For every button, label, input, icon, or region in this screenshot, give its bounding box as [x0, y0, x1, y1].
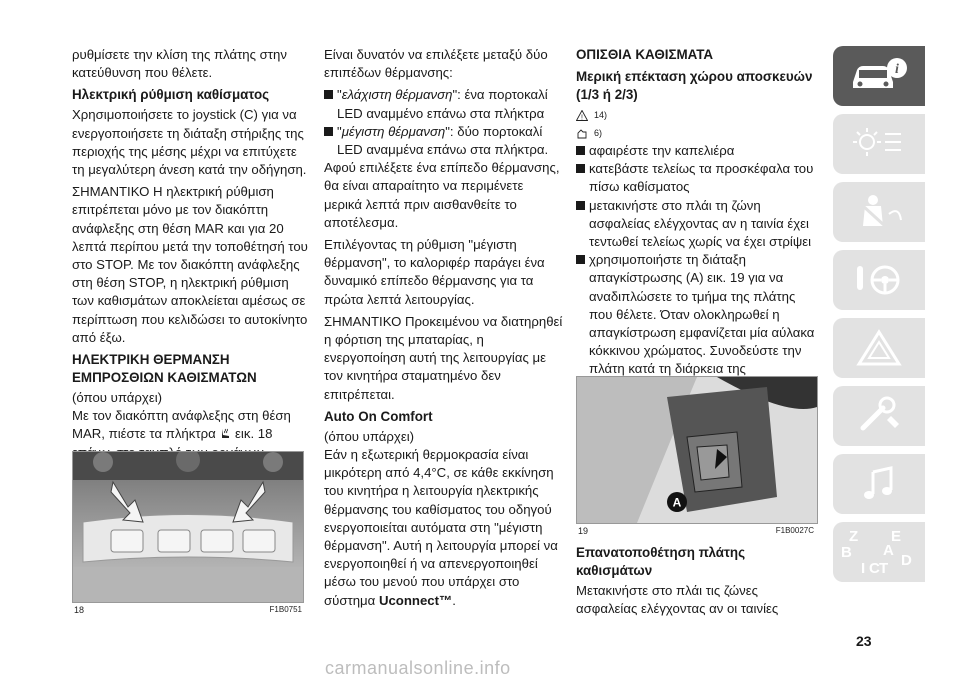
column-3: [576, 46, 816, 397]
paragraph: Είναι δυνατόν να επιλέξετε μεταξύ δύο επιπέδων θέρμανσης:: [324, 47, 548, 81]
paragraph: Χρησιμοποιήσετε το joystick (C) για να ενεργοποιήσετε τη διάταξη στήριξης της περιοχής της μέσης μέχρι να επιτύχετε τη μεγαλύτερη άνεση κατά την οδήγηση.: [72, 107, 307, 178]
seatbelt-icon: [851, 192, 907, 232]
tab-safety[interactable]: [833, 182, 925, 242]
figure-code: F1B0027C: [775, 526, 814, 535]
emphasis: μέγιστη θέρμανση: [341, 123, 446, 139]
seat-heater-icon: [219, 426, 231, 437]
paragraph: Αφού επιλέξετε ένα επίπεδο θέρμανσης, θα είναι απαραίτητο να περιμένετε μερικά λεπτά πριν αισθανθείτε το αποτέλεσμα.: [324, 160, 560, 230]
figure-19-image: [576, 376, 818, 524]
figure-number: 18: [74, 605, 85, 615]
index-letter: T: [879, 560, 889, 577]
column-2: [324, 46, 564, 614]
tab-index[interactable]: [833, 522, 925, 582]
emergency-triangle-icon: [851, 328, 907, 368]
bullet-item: χρησιμοποιήστε τη διάταξη απαγκίστρωσης (A) εικ. 19 για να αναδιπλώσετε το τμήμα της πλάτης που θέλετε. Όταν ολοκληρωθεί η απαγκίστρωση εμφανίζεται μία αύλακα κόκκινου χρώματος. Συνοδεύστε την πλάτη κατά τη διάρκεια της: [576, 251, 816, 397]
index-letter: A: [883, 542, 894, 559]
bullet-square-icon: [324, 90, 333, 99]
wrench-icon: [851, 396, 907, 436]
emphasis: ελάχιστη θέρμανση: [341, 87, 453, 103]
index-letter: C: [869, 560, 880, 577]
bullet-item: "μέγιστη θέρμανση": δύο πορτοκαλί LED αναμμένα επάνω στα πλήκτρα.: [324, 123, 564, 159]
page-number: 23: [856, 633, 872, 649]
paragraph: Επιλέγοντας τη ρύθμιση "μέγιστη θέρμανση", το καλοριφέρ παράγει ένα δυναμικό επίπεδο θέρμανσης για τα πρώτα λεπτά λειτουργίας.: [324, 237, 545, 307]
section-heading: ΗΛΕΚΤΡΙΚΗ ΘΕΡΜΑΝΣΗ ΕΜΠΡΟΣΘΙΩΝ ΚΑΘΙΣΜΑΤΩΝ: [72, 352, 257, 386]
steering-wheel-icon: [851, 260, 907, 300]
column-1: [72, 46, 310, 466]
notice-reference: 6): [576, 124, 816, 142]
paragraph: ΣΗΜΑΝΤΙΚΟ Προκειμένου να διατηρηθεί η φόρτιση της μπαταρίας, η ενεργοποίηση αυτή της λειτουργίας με τον κινητήρα σταματημένο δεν επιτρέπεται.: [324, 313, 563, 402]
bullet-item: κατεβάστε τελείως τα προσκέφαλα του πίσω καθίσματος: [576, 160, 816, 196]
warning-lights-icon: [851, 124, 907, 164]
hand-notice-icon: [576, 128, 588, 139]
index-letter: E: [891, 528, 902, 545]
bullet-square-icon: [576, 146, 585, 155]
paragraph: (όπου υπάρχει): [72, 390, 163, 406]
section-heading: ΟΠΙΣΘΙΑ ΚΑΘΙΣΜΑΤΑ: [576, 47, 714, 62]
chapter-tabs: [833, 46, 925, 590]
paragraph: (όπου υπάρχει): [324, 428, 415, 444]
car-info-icon: [849, 56, 909, 96]
figure-number: 19: [578, 526, 589, 536]
section-heading: Μερική επέκταση χώρου αποσκευών (1/3 ή 2/3): [576, 69, 813, 102]
watermark: carmanualsonline.info: [325, 658, 511, 678]
tab-getting-to-know-car[interactable]: [833, 46, 925, 106]
paragraph: Μετακινήστε στο πλάι τις ζώνες ασφαλείας ελέγχοντας αν οι ταινίες: [576, 583, 779, 617]
seat-heater-buttons-illustration: [73, 452, 303, 602]
tab-maintenance[interactable]: [833, 386, 925, 446]
section-heading: Επανατοποθέτηση πλάτης καθισμάτων: [576, 545, 746, 578]
bullet-square-icon: [576, 201, 585, 210]
tab-emergency[interactable]: [833, 318, 925, 378]
paragraph-text: Με τον διακόπτη ανάφλεξης στη θέση MAR, πιέστε τα πλήκτρα: [72, 408, 291, 442]
figure-18-image: [72, 451, 304, 603]
tab-starting-driving[interactable]: [833, 250, 925, 310]
music-note-icon: [851, 464, 907, 504]
seat-release-lever-illustration: [577, 377, 817, 523]
index-letter: I: [861, 560, 866, 577]
figure-code: F1B0751: [269, 605, 302, 614]
bullet-square-icon: [576, 164, 585, 173]
index-letter: D: [901, 552, 912, 569]
bullet-item: μετακινήστε στο πλάι τη ζώνη ασφαλείας ελέγχοντας αν η ταινία έχει τεντωθεί τελείως χωρίς να έχει στρίψει: [576, 197, 816, 252]
svg-text:!: !: [581, 114, 583, 121]
tab-multimedia[interactable]: [833, 454, 925, 514]
svg-text:i: i: [895, 62, 899, 77]
section-heading: Auto On Comfort: [324, 408, 433, 424]
paragraph: ρυθμίσετε την κλίση της πλάτης στην κατεύθυνση που θέλετε.: [72, 47, 287, 81]
bold-term: Uconnect™: [378, 592, 453, 608]
bullet-square-icon: [324, 127, 333, 136]
paragraph: ΣΗΜΑΝΤΙΚΟ Η ηλεκτρική ρύθμιση επιτρέπεται μόνο με τον διακόπτη ανάφλεξης στη θέση MAR και για 20 λεπτά περίπου μετά την τοποθέτησή του στο STOP. Με τον διακόπτη ανάφλεξης στη θέση STOP, η ηλεκτρική ρύθμιση των καθισμάτων αποκλείεται αμέσως σε περίπτωση που κελιδώσει το αυτοκίνητο από έξω.: [72, 184, 308, 345]
bullet-item: "ελάχιστη θέρμανση": ένα πορτοκαλί LED αναμμένο επάνω στα πλήκτρα: [324, 86, 564, 122]
paragraph: Εάν η εξωτερική θερμοκρασία είναι μικρότερη από 4,4°C, σε κάθε εκκίνηση του κινητήρα η λειτουργία ηλεκτρικής θέρμανσης του καθίσματος του οδηγού ενεργοποιείται αυτόματα στη "μέγιστη θέρμανση". Αυτή η λειτουργία μπορεί να ενεργοποιηθεί ή να απενεργοποιηθεί μέσω του μενού που υπάρχει στο σύστημα Uconnect™.: [324, 447, 558, 608]
column-3-continued: [576, 544, 816, 622]
section-heading: Ηλεκτρική ρύθμιση καθίσματος: [72, 87, 270, 103]
bullet-item: αφαιρέστε την καπελιέρα: [576, 142, 816, 160]
callout-label: A: [672, 495, 682, 510]
bullet-square-icon: [576, 255, 585, 264]
tab-dashboard-lights[interactable]: [833, 114, 925, 174]
warning-triangle-icon: [576, 110, 588, 121]
warning-reference: ! 14): [576, 106, 816, 124]
index-letter: B: [841, 544, 852, 561]
index-letter: Z: [849, 528, 859, 545]
paragraph-text: εικ. 18: [235, 426, 273, 442]
